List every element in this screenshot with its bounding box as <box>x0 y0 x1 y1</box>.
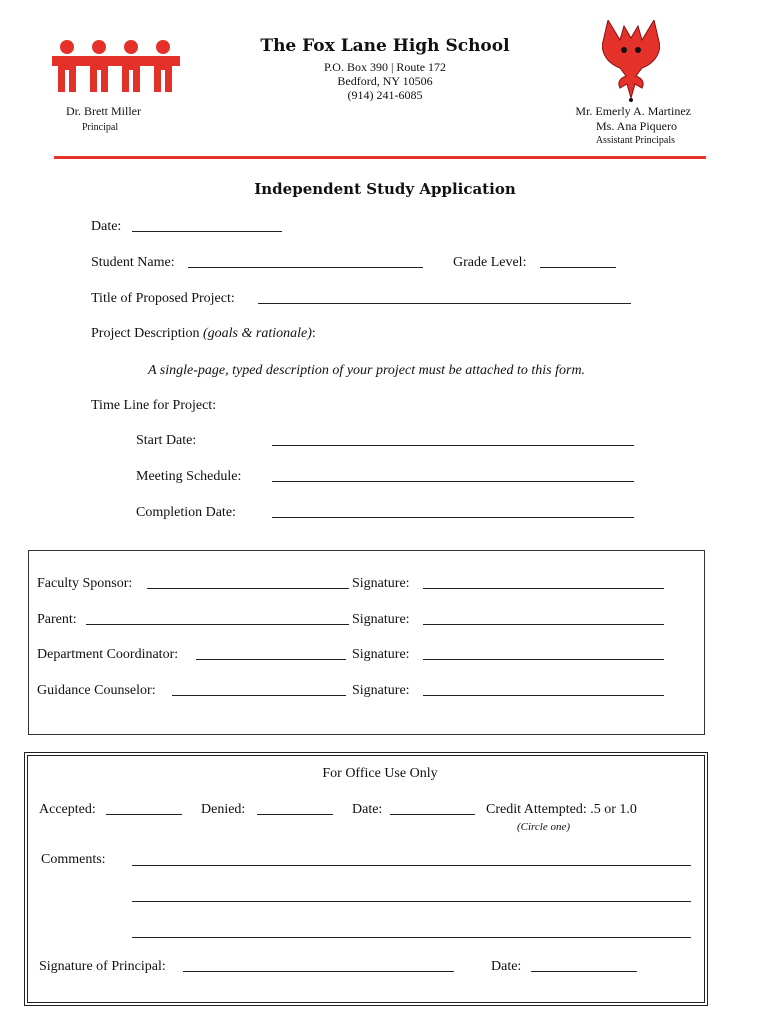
date-field[interactable] <box>132 231 282 232</box>
assistant-principal-1: Mr. Emerly A. Martinez <box>575 104 691 118</box>
department-signature-label: Signature: <box>352 647 410 662</box>
credit-attempted-label: Credit Attempted: .5 or 1.0 <box>486 802 637 817</box>
parent-signature-label: Signature: <box>352 612 410 627</box>
completion-date-label: Completion Date: <box>136 505 236 520</box>
principal-title: Principal <box>82 122 119 133</box>
completion-date-field[interactable] <box>272 517 634 518</box>
guidance-counselor-label: Guidance Counselor: <box>37 683 156 698</box>
guidance-counselor-field[interactable] <box>172 695 346 696</box>
form-title: Independent Study Application <box>254 180 516 198</box>
comments-line-2[interactable] <box>132 901 691 902</box>
grade-level-field[interactable] <box>540 267 616 268</box>
project-title-label: Title of Proposed Project: <box>91 291 235 306</box>
start-date-label: Start Date: <box>136 433 197 448</box>
project-title-field[interactable] <box>258 303 631 304</box>
principal-date-field[interactable] <box>531 971 637 972</box>
guidance-signature-field[interactable] <box>423 695 664 696</box>
address-line-1: P.O. Box 390 | Route 172 <box>323 60 447 74</box>
grade-level-label: Grade Level: <box>453 255 527 270</box>
principal-signature-label: Signature of Principal: <box>39 959 166 974</box>
circle-one-note: (Circle one) <box>517 821 571 833</box>
comments-line-1[interactable] <box>132 865 691 866</box>
accepted-label: Accepted: <box>39 802 96 817</box>
department-coordinator-field[interactable] <box>196 659 346 660</box>
faculty-sponsor-label: Faculty Sponsor: <box>37 576 133 591</box>
parent-label: Parent: <box>37 612 77 627</box>
timeline-label: Time Line for Project: <box>91 398 217 413</box>
guidance-signature-label: Signature: <box>352 683 410 698</box>
office-date-label: Date: <box>352 802 383 817</box>
school-name: The Fox Lane High School <box>260 36 510 56</box>
assistant-principal-2: Ms. Ana Piquero <box>596 119 677 133</box>
meeting-schedule-field[interactable] <box>272 481 634 482</box>
principal-name: Dr. Brett Miller <box>66 104 141 118</box>
faculty-sponsor-field[interactable] <box>147 588 349 589</box>
student-name-label: Student Name: <box>91 255 175 270</box>
parent-signature-field[interactable] <box>423 624 664 625</box>
assistant-principals-title: Assistant Principals <box>595 135 675 146</box>
department-coordinator-label: Department Coordinator: <box>37 647 179 662</box>
faculty-signature-label: Signature: <box>352 576 410 591</box>
comments-line-3[interactable] <box>132 937 691 938</box>
office-date-field[interactable] <box>390 814 475 815</box>
address-line-2: Bedford, NY 10506 <box>337 74 433 88</box>
header-rule <box>54 156 706 159</box>
principal-signature-field[interactable] <box>183 971 454 972</box>
meeting-schedule-label: Meeting Schedule: <box>136 469 242 484</box>
denied-label: Denied: <box>201 802 246 817</box>
office-use-heading: For Office Use Only <box>322 766 438 781</box>
comments-label: Comments: <box>41 852 106 867</box>
principal-date-label: Date: <box>491 959 522 974</box>
accepted-field[interactable] <box>106 814 182 815</box>
faculty-signature-field[interactable] <box>423 588 664 589</box>
start-date-field[interactable] <box>272 445 634 446</box>
school-figures-logo <box>52 40 180 94</box>
denied-field[interactable] <box>257 814 333 815</box>
department-signature-field[interactable] <box>423 659 664 660</box>
phone-number: (914) 241-6085 <box>347 88 423 102</box>
attachment-note: A single-page, typed description of your project must be attached to this form. <box>148 363 586 378</box>
fox-mascot-logo <box>602 20 660 102</box>
project-description-label: Project Description (goals & rationale): <box>91 326 316 341</box>
student-name-field[interactable] <box>188 267 423 268</box>
date-label: Date: <box>91 219 122 234</box>
parent-field[interactable] <box>86 624 349 625</box>
